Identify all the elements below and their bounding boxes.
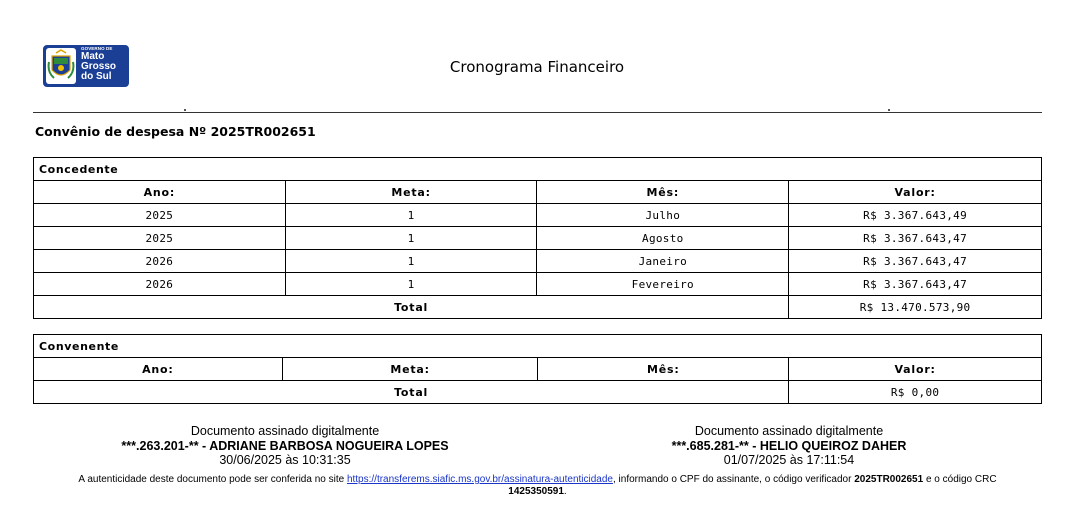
footer-end: .	[563, 486, 567, 497]
logo-line-4: do Sul	[81, 70, 112, 82]
total-value: R$ 0,00	[789, 381, 1042, 404]
cell-valor: R$ 3.367.643,47	[789, 250, 1042, 273]
cell-meta: 1	[285, 273, 537, 296]
logo-line-2: Mato	[81, 50, 105, 62]
cell-valor: R$ 3.367.643,47	[789, 273, 1042, 296]
cell-mes: Fevereiro	[537, 273, 789, 296]
cell-ano: 2025	[34, 204, 286, 227]
signer-name: ***.685.281-** - HELIO QUEIROZ DAHER	[671, 438, 907, 453]
header-ano: Ano:	[34, 181, 286, 204]
convenente-header-row	[34, 358, 1042, 381]
cell-valor: R$ 3.367.643,49	[789, 204, 1042, 227]
signature-caption: Documento assinado digitalmente	[694, 424, 884, 438]
concedente-section-row	[34, 158, 1042, 181]
document-title: Convênio de despesa Nº 2025TR002651	[35, 124, 316, 139]
logo-line-3: Grosso	[81, 60, 117, 72]
cell-meta: 1	[285, 227, 537, 250]
footer-text-middle: , informando o CPF do assinante, o código verificador	[612, 474, 855, 485]
cell-mes: Agosto	[537, 227, 789, 250]
signature-datetime: 01/07/2025 às 17:11:54	[723, 453, 855, 467]
signature-block-1	[85, 424, 485, 468]
authenticity-footer	[50, 474, 1025, 498]
authenticity-link[interactable]: https://transferems.siafic.ms.gov.br/assinatura-autenticidade	[346, 474, 613, 485]
verifier-code: 2025TR002651	[854, 474, 924, 485]
total-value: R$ 13.470.573,90	[789, 296, 1042, 319]
convenente-total-row	[34, 381, 1042, 404]
concedente-table	[33, 157, 1042, 319]
concedente-header-row	[34, 181, 1042, 204]
cell-ano: 2026	[34, 273, 286, 296]
header-meta: Meta:	[285, 181, 537, 204]
signature-datetime: 30/06/2025 às 10:31:35	[219, 453, 351, 467]
header-mes: Mês:	[537, 181, 789, 204]
table-row	[34, 250, 1042, 273]
divider-mark-left	[184, 109, 186, 111]
footer-text-before: A autenticidade deste documento pode ser conferida no site	[78, 474, 347, 485]
logo-line-1: GOVERNO DE	[81, 46, 113, 51]
header-meta: Meta:	[282, 358, 538, 381]
header-divider	[33, 112, 1042, 113]
table-row	[34, 204, 1042, 227]
signer-name: ***.263.201-** - ADRIANE BARBOSA NOGUEIRA LOPES	[121, 438, 449, 453]
page-title: Cronograma Financeiro	[449, 58, 625, 76]
cell-meta: 1	[285, 204, 537, 227]
table-row	[34, 273, 1042, 296]
crc-code: 1425350591	[508, 486, 564, 497]
header-valor: Valor:	[789, 181, 1042, 204]
cell-ano: 2026	[34, 250, 286, 273]
table-row	[34, 227, 1042, 250]
total-label: Total	[34, 381, 789, 404]
header-valor: Valor:	[789, 358, 1042, 381]
cell-meta: 1	[285, 250, 537, 273]
convenente-section-label: Convenente	[34, 335, 1042, 358]
signature-block-2	[589, 424, 989, 468]
cell-mes: Julho	[537, 204, 789, 227]
concedente-total-row	[34, 296, 1042, 319]
cell-mes: Janeiro	[537, 250, 789, 273]
header-mes: Mês:	[538, 358, 789, 381]
convenente-section-row	[34, 335, 1042, 358]
convenente-table	[33, 334, 1042, 404]
cell-ano: 2025	[34, 227, 286, 250]
header-ano: Ano:	[34, 358, 283, 381]
total-label: Total	[34, 296, 789, 319]
concedente-section-label: Concedente	[34, 158, 1042, 181]
divider-mark-right	[888, 109, 890, 111]
signature-caption: Documento assinado digitalmente	[190, 424, 380, 438]
footer-text-after: e o código CRC	[923, 474, 997, 485]
cell-valor: R$ 3.367.643,47	[789, 227, 1042, 250]
